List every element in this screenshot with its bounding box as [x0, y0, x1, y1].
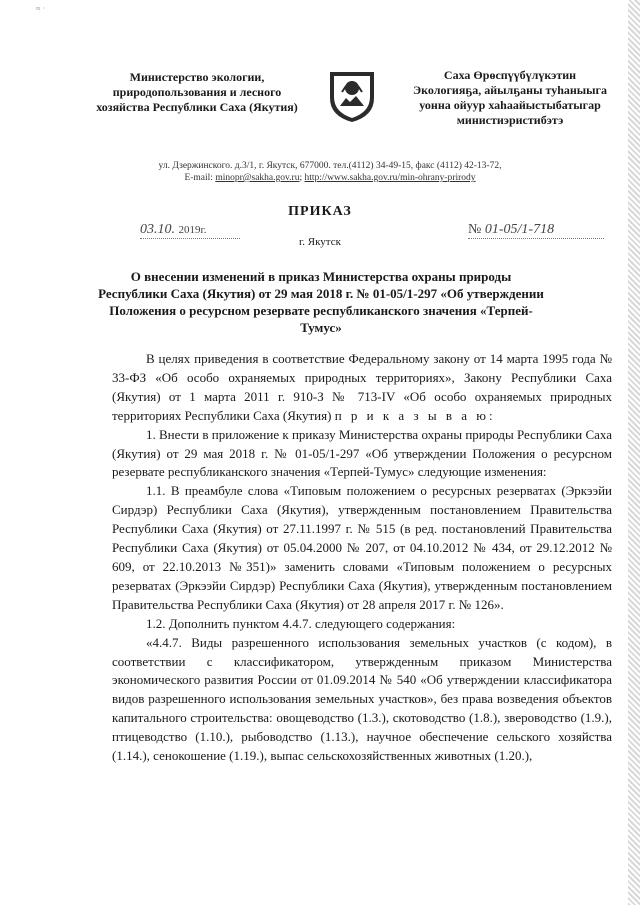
document-title: ПРИКАЗ [288, 204, 352, 219]
email-web-line: E-mail: minopr@sakha.gov.ru; http://www.sakha.gov.ru/min-ohrany-prirody [184, 173, 476, 183]
ministry-name-line: хозяйства Республики Саха (Якутия) [96, 100, 298, 114]
date-year: 2019г. [178, 224, 207, 236]
ministry-name-line: министиэристибэтэ [456, 113, 564, 127]
ministry-name-line: Экологияҕа, айылҕаны туһаныыга [413, 83, 607, 97]
contact-details [120, 160, 540, 184]
order-word: п р и к а з ы в а ю: [334, 407, 496, 423]
address-line: ул. Дзержинского. д.3/1, г. Якутск, 677000. тел.(4112) 34-49-15, факс (4112) 42-13-72, [158, 161, 502, 171]
preamble-paragraph [112, 350, 612, 426]
document-body [112, 350, 612, 766]
email-link[interactable]: minopr@sakha.gov.ru [215, 173, 300, 183]
item-1-2-paragraph: 1.2. Дополнить пунктом 4.4.7. следующего содержания: [146, 615, 456, 631]
email-label: E-mail: [184, 173, 213, 183]
website-link[interactable]: http://www.sakha.gov.ru/min-ohrany-prirody [304, 173, 476, 183]
number-sign: № [468, 222, 482, 237]
date-handwritten: 03.10. [140, 222, 175, 237]
scan-corner-mark: ≈ · [36, 4, 46, 13]
republic-emblem-icon [326, 68, 378, 124]
document-subject: О внесении изменений в приказ Министерства охраны природы Республики Саха (Якутия) от 29 мая 2018 г. № 01-05/1-297 «Об утверждении Положения о ресурсном резервате республиканского значения «Терпей-Тумус» [98, 269, 544, 335]
number-handwritten: 01-05/1-718 [484, 222, 555, 237]
scan-edge [628, 0, 640, 905]
ministry-name-line: уонна ойуур хаһаайыстыбатыгар [419, 98, 601, 112]
document-city: г. Якутск [299, 236, 341, 248]
ministry-name-russian [92, 70, 302, 115]
ministry-name-line: природопользования и лесного [112, 85, 282, 99]
item-1-paragraph: 1. Внести в приложение к приказу Министерства охраны природы Республики Саха (Якутия) от 29 мая 2018 г. № 01-05/1-297 «Об утверждении Положения о ресурсном резервате республиканского значения «Терпей-Тумус» следующие изменения: [112, 426, 612, 480]
item-4-4-7-paragraph: «4.4.7. Виды разрешенного использования земельных участков (с кодом), в соответствии с классификатором, утвержденным приказом Министерства экономического развития России от 01.09.2014 № 540 «Об утверждении классификатора видов разрешенного использования земельных участков», без права возведения объектов капитального строительства: овощеводство (1.3.), скотоводство (1.8.), звероводство (1.9.), птицеводство (1.10.), рыбоводство (1.13.), научное обеспечение сельского хозяйства (1.14.), сенокошение (1.19.), выпас сельскохозяйственных животных (1.20.), [112, 634, 612, 764]
item-1-1-paragraph: 1.1. В преамбуле слова «Типовым положением о ресурсных резерватах (Эркээйи Сирдэр) Республики Саха (Якутия), утвержденным постановлением Правительства Республики Саха (Якутия) от 27.11.1997 г. № 515 (в ред. постановлений Правительства Республики Саха (Якутия) от 05.04.2000 № 207, от 04.10.2012 № 434, от 29.12.2012 № 609, от 22.10.2013 №351)» заменить словами «Типовым положением о ресурсных резерватах (Эркээйи Сирдэр) Республики Саха (Якутия), утвержденным постановлением Правительства Республики Саха (Якутия) от 28 апреля 2017 г. № 126». [112, 483, 612, 612]
ministry-name-line: Министерство экологии, [129, 70, 265, 84]
ministry-name-yakut [402, 68, 618, 128]
preamble-text: В целях приведения в соответствие Федеральному закону от 14 марта 1995 года № 33-ФЗ «Об особо охраняемых природных территориях», Закону Республики Саха (Якутия) от 1 марта 2011 г. 910-З № 713-IV «Об особо охраняемых природных территориях Республики Саха (Якутия) [112, 351, 612, 423]
ministry-name-line: Саха Өрөспүүбүлүкэтин [443, 68, 577, 82]
